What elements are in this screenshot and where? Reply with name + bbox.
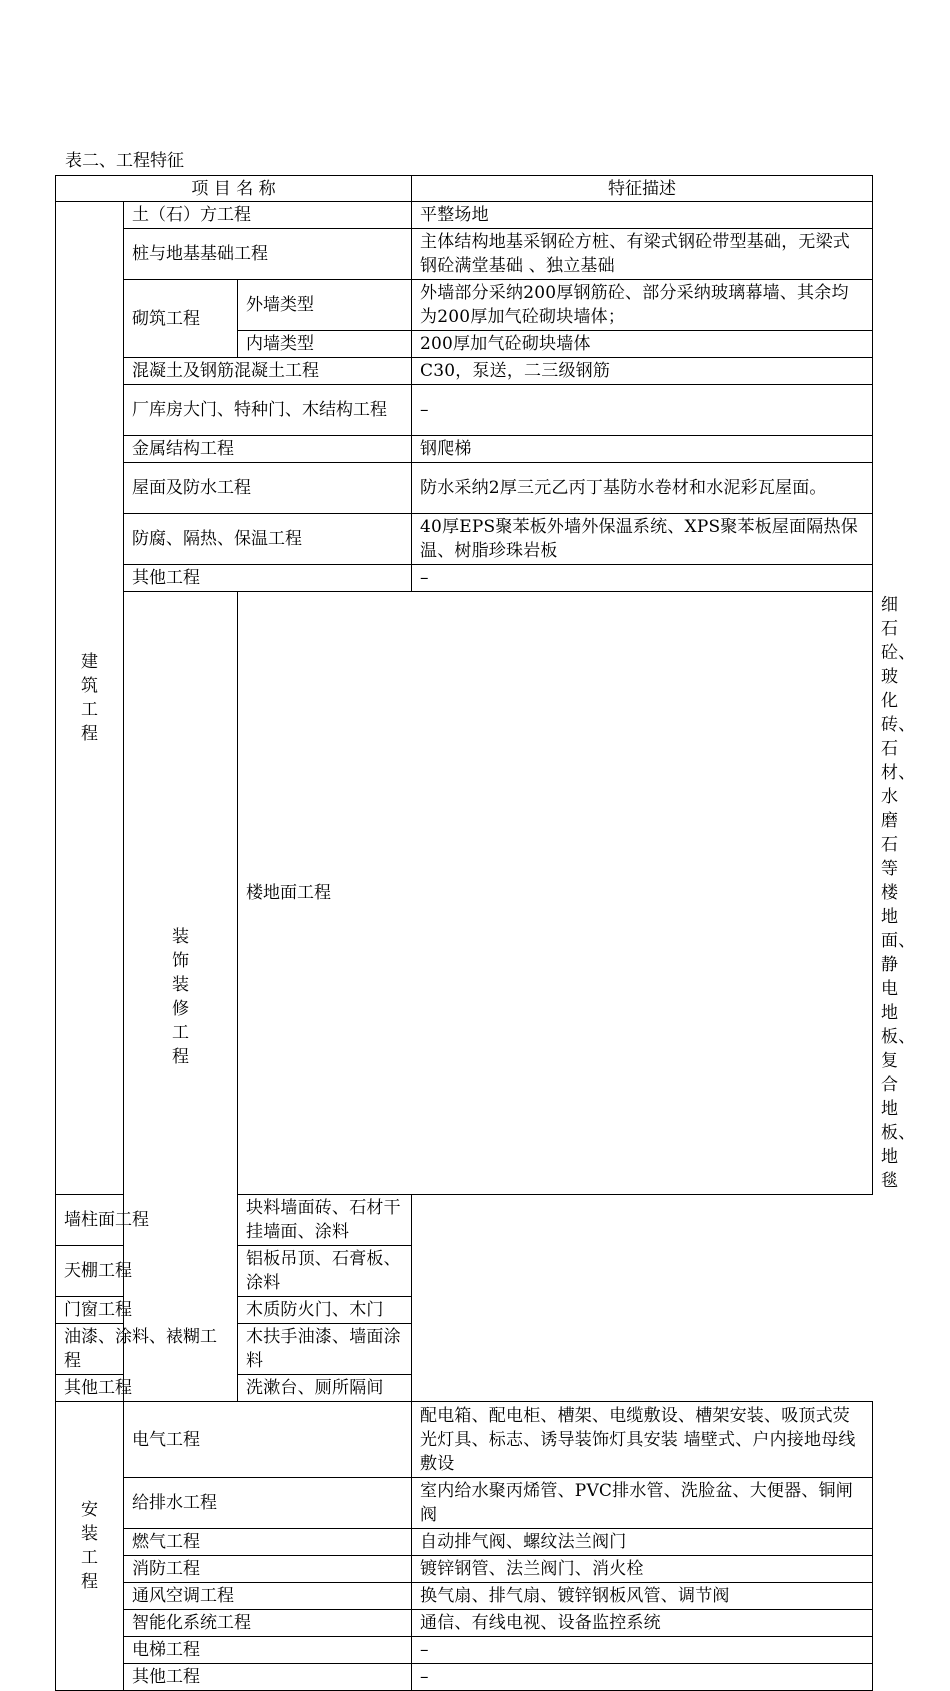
table-row xyxy=(56,1529,873,1556)
item-desc: 铝板吊顶、石膏板、涂料 xyxy=(238,1246,412,1297)
table-row xyxy=(56,1324,873,1375)
table-row xyxy=(56,385,873,436)
item-desc: – xyxy=(412,565,873,592)
table-row xyxy=(56,463,873,514)
item-name: 墙柱面工程 xyxy=(56,1195,238,1246)
item-name: 天棚工程 xyxy=(56,1246,238,1297)
item-name: 智能化系统工程 xyxy=(124,1610,412,1637)
item-desc: 洗漱台、厕所隔间 xyxy=(238,1375,412,1402)
header-item-name: 项 目 名 称 xyxy=(56,176,412,202)
item-name: 其他工程 xyxy=(124,565,412,592)
table-row xyxy=(56,436,873,463)
item-desc: 通信、有线电视、设备监控系统 xyxy=(412,1610,873,1637)
item-name: 防腐、隔热、保温工程 xyxy=(124,514,412,565)
item-name: 厂库房大门、特种门、木结构工程 xyxy=(124,385,412,436)
sub-item-name: 内墙类型 xyxy=(238,331,412,358)
item-name: 电梯工程 xyxy=(124,1637,412,1664)
table-row xyxy=(56,1556,873,1583)
table-row xyxy=(56,229,873,280)
table-row xyxy=(56,1637,873,1664)
item-name: 油漆、涂料、裱糊工程 xyxy=(56,1324,238,1375)
item-name: 消防工程 xyxy=(124,1556,412,1583)
item-desc: 防水采纳2厚三元乙丙丁基防水卷材和水泥彩瓦屋面。 xyxy=(412,463,873,514)
group-label-decoration: 装饰装修工程 xyxy=(124,592,238,1402)
item-desc: 室内给水聚丙烯管、PVC排水管、洗脸盆、大便器、铜闸阀 xyxy=(412,1478,873,1529)
table-row: 装饰装修工程 楼地面工程 细石砼、玻化砖、石材、水磨石等楼地面、静电地板、复合地板、地毯 xyxy=(56,592,873,1195)
table-row xyxy=(56,1610,873,1637)
item-desc: 木扶手油漆、墙面涂料 xyxy=(238,1324,412,1375)
table-row xyxy=(56,1402,873,1478)
item-desc: 40厚EPS聚苯板外墙外保温系统、XPS聚苯板屋面隔热保温、树脂珍珠岩板 xyxy=(412,514,873,565)
item-desc: 自动排气阀、螺纹法兰阀门 xyxy=(412,1529,873,1556)
item-desc: – xyxy=(412,1664,873,1691)
item-name: 金属结构工程 xyxy=(124,436,412,463)
item-name: 其他工程 xyxy=(124,1664,412,1691)
item-name: 其他工程 xyxy=(56,1375,238,1402)
table-caption: 表二、工程特征 xyxy=(65,151,184,171)
table-row xyxy=(56,1246,873,1297)
table-row xyxy=(56,565,873,592)
item-desc: 换气扇、排气扇、镀锌钢板风管、调节阀 xyxy=(412,1583,873,1610)
item-desc: 块料墙面砖、石材干挂墙面、涂料 xyxy=(238,1195,412,1246)
engineering-features-table xyxy=(55,175,916,1691)
item-name: 门窗工程 xyxy=(56,1297,238,1324)
item-name: 给排水工程 xyxy=(124,1478,412,1529)
item-name: 通风空调工程 xyxy=(124,1583,412,1610)
item-name: 燃气工程 xyxy=(124,1529,412,1556)
table-row xyxy=(56,514,873,565)
table-row xyxy=(56,280,873,331)
item-desc: 配电箱、配电柜、槽架、电缆敷设、槽架安装、吸顶式荧光灯具、标志、诱导装饰灯具安装 墙壁式、户内接地母线敷设 xyxy=(412,1402,873,1478)
group-label-installation: 安装工程 xyxy=(56,1402,124,1691)
item-desc: – xyxy=(412,1637,873,1664)
item-desc: 平整场地 xyxy=(412,202,873,229)
table-row xyxy=(56,202,873,229)
item-desc: 镀锌钢管、法兰阀门、消火栓 xyxy=(412,1556,873,1583)
header-feature-desc: 特征描述 xyxy=(412,176,873,202)
item-name: 砌筑工程 xyxy=(124,280,238,358)
item-name: 桩与地基基础工程 xyxy=(124,229,412,280)
item-desc: 外墙部分采纳200厚钢筋砼、部分采纳玻璃幕墙、其余均为200厚加气砼砌块墙体； xyxy=(412,280,873,331)
table-row xyxy=(56,1583,873,1610)
group-label-construction: 建筑工程 xyxy=(56,202,124,1195)
item-desc: 主体结构地基采钢砼方桩、有梁式钢砼带型基础，无梁式钢砼满堂基础 、独立基础 xyxy=(412,229,873,280)
table-row xyxy=(56,1478,873,1529)
item-name: 屋面及防水工程 xyxy=(124,463,412,514)
item-name: 电气工程 xyxy=(124,1402,412,1478)
item-name: 楼地面工程 xyxy=(238,592,873,1195)
item-desc: 200厚加气砼砌块墙体 xyxy=(412,331,873,358)
item-desc: – xyxy=(412,385,873,436)
item-desc: 木质防火门、木门 xyxy=(238,1297,412,1324)
table-row xyxy=(56,1375,873,1402)
table-header-row xyxy=(56,176,873,202)
table-row xyxy=(56,1664,873,1691)
item-name: 混凝土及钢筋混凝土工程 xyxy=(124,358,412,385)
table-row xyxy=(56,1195,873,1246)
table-row xyxy=(56,358,873,385)
item-desc: 钢爬梯 xyxy=(412,436,873,463)
table-row xyxy=(56,1297,873,1324)
sub-item-name: 外墙类型 xyxy=(238,280,412,331)
item-desc: C30，泵送，二三级钢筋 xyxy=(412,358,873,385)
item-name: 土（石）方工程 xyxy=(124,202,412,229)
